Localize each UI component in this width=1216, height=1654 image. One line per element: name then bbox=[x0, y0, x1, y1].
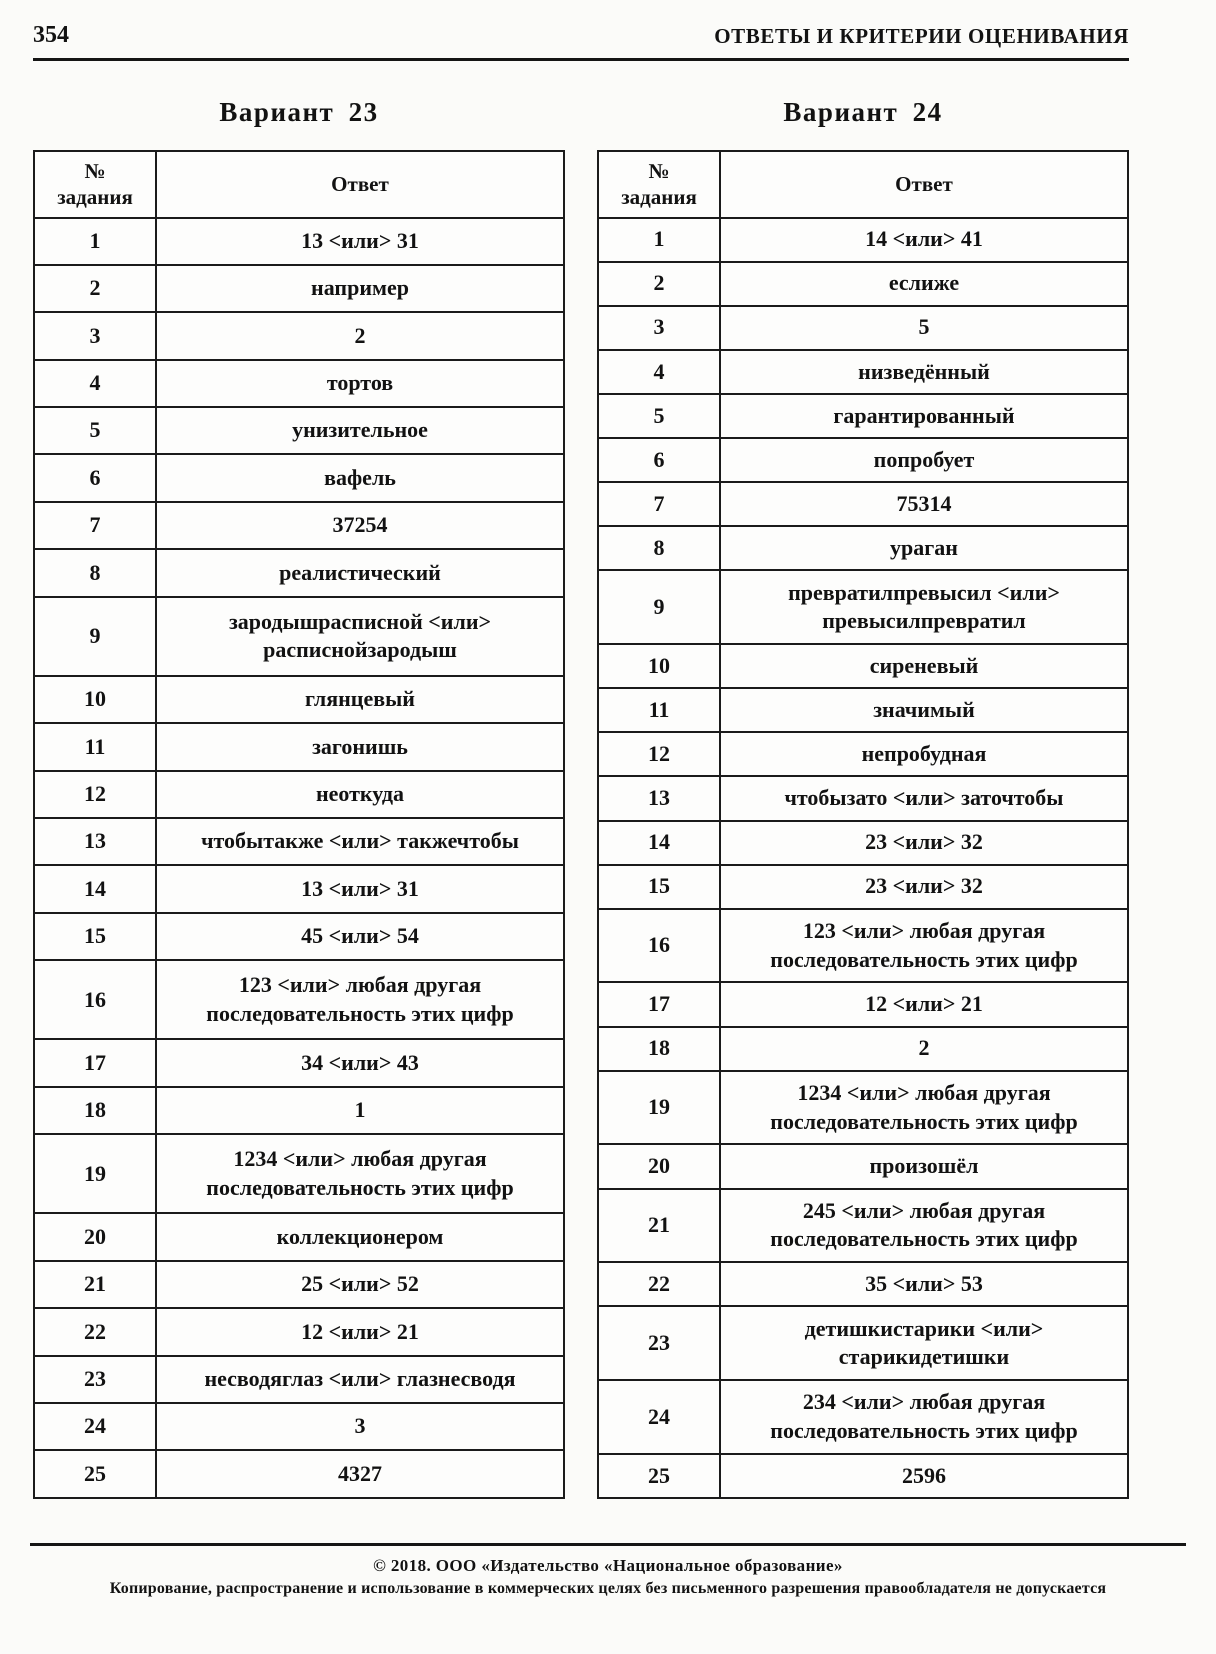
answer-cell: гарантированный bbox=[720, 394, 1128, 438]
answer-cell: 4327 bbox=[156, 1450, 564, 1498]
answer-table-variant-24 bbox=[597, 97, 1129, 1499]
answer-cell: 1234 <или> любая другая последовательность этих цифр bbox=[720, 1071, 1128, 1145]
answer-cell: 3 bbox=[156, 1403, 564, 1450]
answer-cell: еслиже bbox=[720, 262, 1128, 306]
answer-cell: зародышрасписной <или> расписнойзародыш bbox=[156, 597, 564, 676]
table-row bbox=[34, 913, 564, 960]
table-row bbox=[34, 818, 564, 865]
task-number-cell: 11 bbox=[34, 723, 156, 770]
task-number-cell: 11 bbox=[598, 688, 720, 732]
task-number-cell: 15 bbox=[34, 913, 156, 960]
table-row bbox=[598, 776, 1128, 820]
table-header-row bbox=[598, 151, 1128, 218]
table-title: Вариант 23 bbox=[219, 97, 379, 127]
table-row bbox=[34, 1308, 564, 1355]
answer-cell: унизительное bbox=[156, 407, 564, 454]
answer-cell: сиреневый bbox=[720, 644, 1128, 688]
table-row bbox=[34, 723, 564, 770]
answer-cell: 2 bbox=[156, 312, 564, 359]
task-number-cell: 4 bbox=[34, 360, 156, 407]
table-row bbox=[34, 218, 564, 265]
table-row bbox=[598, 1189, 1128, 1263]
task-number-cell: 20 bbox=[34, 1213, 156, 1260]
answer-cell: 5 bbox=[720, 306, 1128, 350]
answer-cell: загонишь bbox=[156, 723, 564, 770]
answer-cell: чтобытакже <или> такжечтобы bbox=[156, 818, 564, 865]
answer-cell: реалистический bbox=[156, 549, 564, 596]
table-row bbox=[598, 732, 1128, 776]
answers-table bbox=[597, 150, 1129, 1499]
table-row bbox=[598, 1306, 1128, 1380]
table-row bbox=[34, 265, 564, 312]
answer-cell: 35 <или> 53 bbox=[720, 1262, 1128, 1306]
answer-cell: коллекционером bbox=[156, 1213, 564, 1260]
answer-cell: глянцевый bbox=[156, 676, 564, 723]
answer-cell: 234 <или> любая другая последовательность этих цифр bbox=[720, 1380, 1128, 1454]
task-number-cell: 3 bbox=[598, 306, 720, 350]
table-row bbox=[598, 438, 1128, 482]
table-row bbox=[598, 218, 1128, 262]
page-number: 354 bbox=[33, 22, 69, 48]
table-row bbox=[34, 771, 564, 818]
table-row bbox=[598, 262, 1128, 306]
table-row bbox=[34, 1087, 564, 1134]
answer-cell: превратилпревысил <или> превысилпревратил bbox=[720, 570, 1128, 644]
table-row bbox=[598, 482, 1128, 526]
task-number-cell: 7 bbox=[598, 482, 720, 526]
task-number-cell: 4 bbox=[598, 350, 720, 394]
answer-cell: ураган bbox=[720, 526, 1128, 570]
answer-tables-container bbox=[33, 97, 1129, 1499]
task-number-cell: 1 bbox=[34, 218, 156, 265]
table-row bbox=[598, 350, 1128, 394]
table-row bbox=[598, 1027, 1128, 1071]
table-row bbox=[598, 644, 1128, 688]
task-number-cell: 7 bbox=[34, 502, 156, 549]
answer-cell: 245 <или> любая другая последовательность этих цифр bbox=[720, 1189, 1128, 1263]
task-number-cell: 8 bbox=[34, 549, 156, 596]
table-row bbox=[34, 597, 564, 676]
answer-cell: непробудная bbox=[720, 732, 1128, 776]
table-row bbox=[34, 407, 564, 454]
answers-table bbox=[33, 150, 565, 1499]
table-row bbox=[34, 360, 564, 407]
answer-cell: вафель bbox=[156, 454, 564, 501]
page-header bbox=[33, 22, 1129, 61]
task-number-cell: 14 bbox=[598, 821, 720, 865]
task-number-cell: 17 bbox=[598, 982, 720, 1026]
task-number-cell: 24 bbox=[598, 1380, 720, 1454]
table-row bbox=[598, 526, 1128, 570]
task-number-cell: 21 bbox=[34, 1261, 156, 1308]
task-number-cell: 25 bbox=[34, 1450, 156, 1498]
answer-cell: чтобызато <или> заточтобы bbox=[720, 776, 1128, 820]
answer-cell: 2596 bbox=[720, 1454, 1128, 1498]
footer-copyright: © 2018. ООО «Издательство «Национальное образование» bbox=[373, 1556, 843, 1575]
answer-cell: тортов bbox=[156, 360, 564, 407]
answer-cell: 2 bbox=[720, 1027, 1128, 1071]
answer-cell: 75314 bbox=[720, 482, 1128, 526]
answer-cell: попробует bbox=[720, 438, 1128, 482]
task-number-cell: 25 bbox=[598, 1454, 720, 1498]
answer-cell: несводяглаз <или> глазнесводя bbox=[156, 1356, 564, 1403]
table-header-row bbox=[34, 151, 564, 218]
task-number-cell: 1 bbox=[598, 218, 720, 262]
answer-cell: 1234 <или> любая другая последовательность этих цифр bbox=[156, 1134, 564, 1213]
task-number-cell: 10 bbox=[598, 644, 720, 688]
task-number-cell: 16 bbox=[34, 960, 156, 1039]
table-row bbox=[34, 502, 564, 549]
task-number-cell: 19 bbox=[598, 1071, 720, 1145]
table-row bbox=[598, 1262, 1128, 1306]
task-number-cell: 20 bbox=[598, 1144, 720, 1188]
answer-cell: 12 <или> 21 bbox=[156, 1308, 564, 1355]
table-row bbox=[598, 982, 1128, 1026]
table-row bbox=[598, 909, 1128, 983]
task-number-cell: 13 bbox=[34, 818, 156, 865]
table-row bbox=[34, 312, 564, 359]
answer-cell: значимый bbox=[720, 688, 1128, 732]
column-header-task-number: № задания bbox=[34, 151, 156, 218]
task-number-cell: 16 bbox=[598, 909, 720, 983]
task-number-cell: 13 bbox=[598, 776, 720, 820]
task-number-cell: 21 bbox=[598, 1189, 720, 1263]
table-row bbox=[34, 865, 564, 912]
task-number-cell: 12 bbox=[34, 771, 156, 818]
task-number-cell: 10 bbox=[34, 676, 156, 723]
table-row bbox=[34, 676, 564, 723]
column-header-answer: Ответ bbox=[720, 151, 1128, 218]
task-number-cell: 12 bbox=[598, 732, 720, 776]
task-number-cell: 15 bbox=[598, 865, 720, 909]
answer-cell: 12 <или> 21 bbox=[720, 982, 1128, 1026]
column-header-answer: Ответ bbox=[156, 151, 564, 218]
answer-cell: 34 <или> 43 bbox=[156, 1039, 564, 1086]
answer-cell: 123 <или> любая другая последовательность этих цифр bbox=[156, 960, 564, 1039]
task-number-cell: 17 bbox=[34, 1039, 156, 1086]
table-row bbox=[598, 1454, 1128, 1498]
answer-cell: 37254 bbox=[156, 502, 564, 549]
answer-cell: произошёл bbox=[720, 1144, 1128, 1188]
answer-cell: например bbox=[156, 265, 564, 312]
answer-cell: 1 bbox=[156, 1087, 564, 1134]
table-row bbox=[598, 1144, 1128, 1188]
task-number-cell: 2 bbox=[598, 262, 720, 306]
answer-cell: 123 <или> любая другая последовательность этих цифр bbox=[720, 909, 1128, 983]
task-number-cell: 18 bbox=[598, 1027, 720, 1071]
answer-cell: 23 <или> 32 bbox=[720, 865, 1128, 909]
table-row bbox=[598, 394, 1128, 438]
task-number-cell: 9 bbox=[598, 570, 720, 644]
table-row bbox=[34, 1403, 564, 1450]
table-row bbox=[34, 1261, 564, 1308]
answer-cell: 13 <или> 31 bbox=[156, 865, 564, 912]
answer-table-variant-23 bbox=[33, 97, 565, 1499]
table-row bbox=[34, 1356, 564, 1403]
task-number-cell: 19 bbox=[34, 1134, 156, 1213]
answer-cell: неоткуда bbox=[156, 771, 564, 818]
answer-cell: 14 <или> 41 bbox=[720, 218, 1128, 262]
table-row bbox=[34, 1450, 564, 1498]
task-number-cell: 23 bbox=[598, 1306, 720, 1380]
table-row bbox=[598, 306, 1128, 350]
table-row bbox=[598, 821, 1128, 865]
table-row bbox=[34, 1213, 564, 1260]
task-number-cell: 23 bbox=[34, 1356, 156, 1403]
table-title: Вариант 24 bbox=[783, 97, 943, 127]
answer-cell: детишкистарики <или> старикидетишки bbox=[720, 1306, 1128, 1380]
answer-cell: 23 <или> 32 bbox=[720, 821, 1128, 865]
answer-cell: 25 <или> 52 bbox=[156, 1261, 564, 1308]
task-number-cell: 14 bbox=[34, 865, 156, 912]
task-number-cell: 6 bbox=[34, 454, 156, 501]
table-row bbox=[34, 549, 564, 596]
task-number-cell: 18 bbox=[34, 1087, 156, 1134]
table-row bbox=[598, 688, 1128, 732]
header-title: ОТВЕТЫ И КРИТЕРИИ ОЦЕНИВАНИЯ bbox=[714, 24, 1129, 48]
footer-notice: Копирование, распространение и использование в коммерческих целях без письменного разрешения правообладателя не допускается bbox=[109, 1580, 1107, 1597]
task-number-cell: 22 bbox=[598, 1262, 720, 1306]
answer-cell: низведённый bbox=[720, 350, 1128, 394]
table-row bbox=[598, 1380, 1128, 1454]
task-number-cell: 9 bbox=[34, 597, 156, 676]
task-number-cell: 8 bbox=[598, 526, 720, 570]
table-row bbox=[598, 570, 1128, 644]
task-number-cell: 5 bbox=[598, 394, 720, 438]
answer-cell: 13 <или> 31 bbox=[156, 218, 564, 265]
task-number-cell: 2 bbox=[34, 265, 156, 312]
table-row bbox=[34, 960, 564, 1039]
task-number-cell: 5 bbox=[34, 407, 156, 454]
page-footer bbox=[30, 1543, 1186, 1598]
table-row bbox=[598, 1071, 1128, 1145]
column-header-task-number: № задания bbox=[598, 151, 720, 218]
task-number-cell: 22 bbox=[34, 1308, 156, 1355]
answer-cell: 45 <или> 54 bbox=[156, 913, 564, 960]
table-row bbox=[34, 1039, 564, 1086]
table-row bbox=[598, 865, 1128, 909]
task-number-cell: 24 bbox=[34, 1403, 156, 1450]
task-number-cell: 6 bbox=[598, 438, 720, 482]
task-number-cell: 3 bbox=[34, 312, 156, 359]
table-row bbox=[34, 1134, 564, 1213]
table-row bbox=[34, 454, 564, 501]
